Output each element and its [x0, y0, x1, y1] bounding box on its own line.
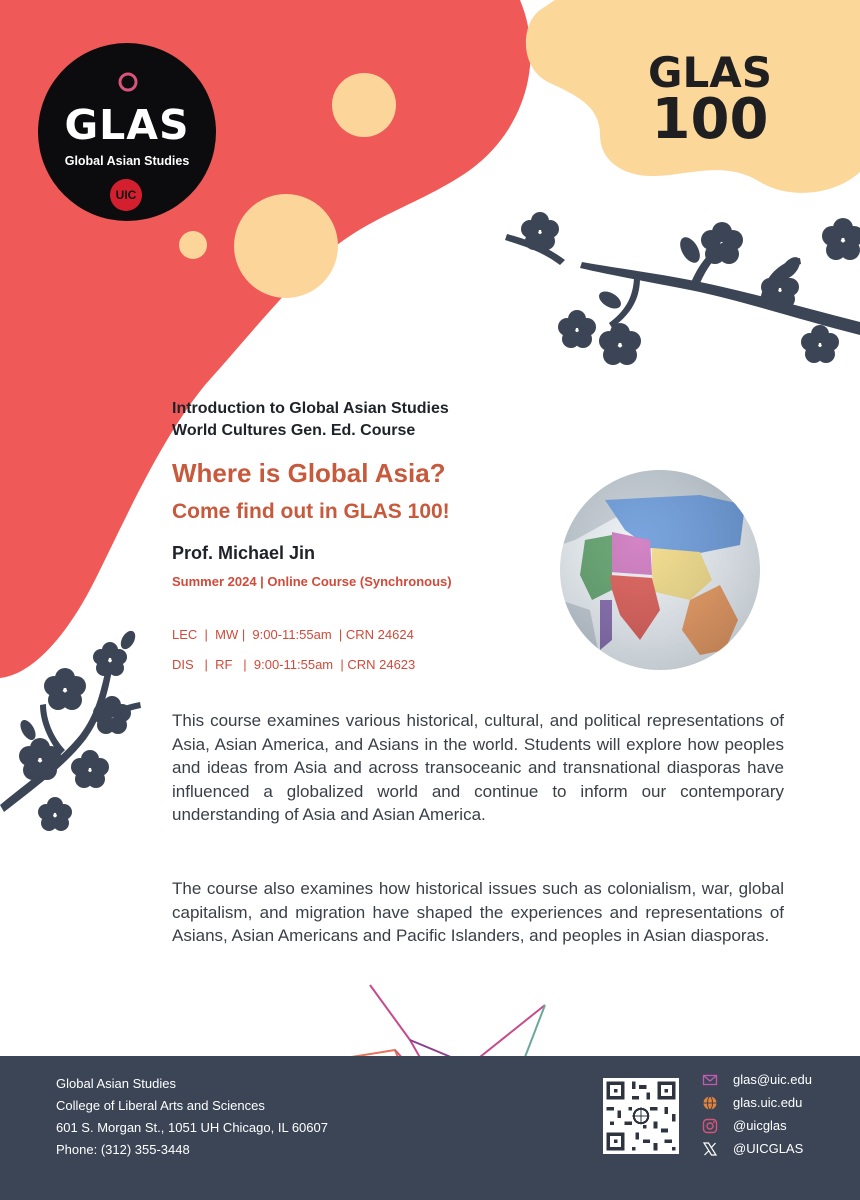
instructor-name: Prof. Michael Jin: [172, 543, 316, 563]
instagram-link[interactable]: @uicglas: [733, 1118, 787, 1133]
x-link[interactable]: @UICGLAS: [733, 1141, 804, 1156]
schedule-lecture: LEC | MW | 9:00-11:55am | CRN 24624: [172, 627, 414, 642]
glas-logo: [38, 43, 216, 221]
headline-question: Where is Global Asia?: [172, 458, 446, 488]
website-link[interactable]: glas.uic.edu: [733, 1095, 803, 1110]
instagram-icon: [702, 1118, 718, 1134]
course-title: Introduction to Global Asian Studies: [172, 400, 449, 417]
schedule-discussion: DIS | RF | 9:00-11:55am | CRN 24623: [172, 657, 416, 672]
footer-address: 601 S. Morgan St., 1051 UH Chicago, IL 60607: [56, 1120, 328, 1135]
peach-circle-large: [234, 194, 338, 298]
qr-code[interactable]: [603, 1078, 679, 1154]
footer-dept: Global Asian Studies: [56, 1076, 176, 1091]
globe-icon: [702, 1095, 718, 1111]
description-paragraph-1: This course examines various historical, cultural, and political representations of Asia, Asian America, and Asians in the world. Students will explore how peoples and ideas from Asia and across transoceanic and transnational diasporas have influenced a globalized world and continue to inform our contemporary understanding of Asia and Asian America.: [172, 711, 784, 824]
globe-illustration: [560, 470, 760, 685]
term-info: Summer 2024 | Online Course (Synchronous): [172, 574, 452, 589]
course-category: World Cultures Gen. Ed. Course: [172, 422, 416, 439]
logo-subtitle: Global Asian Studies: [64, 154, 190, 168]
uic-seal: UIC: [110, 179, 142, 211]
footer-college: College of Liberal Arts and Sciences: [56, 1098, 265, 1113]
logo-ring-icon: [117, 71, 139, 93]
course-code-number: 100: [651, 87, 769, 152]
x-icon: [702, 1141, 718, 1157]
peach-circle-medium: [332, 73, 396, 137]
headline-tagline: Come find out in GLAS 100!: [172, 500, 450, 523]
description-paragraph-2: The course also examines how historical issues such as colonialism, war, global capitalism, and migration have shaped the experiences and representations of Asians, Asian Americans and Pacific Islanders, and peoples in Asian diasporas.: [172, 879, 784, 945]
envelope-icon: [702, 1072, 718, 1088]
blossom-branch-top: [505, 212, 860, 365]
peach-circle-small: [179, 231, 207, 259]
logo-brand: GLAS: [64, 101, 190, 149]
footer-phone: Phone: (312) 355-3448: [56, 1142, 190, 1157]
email-link[interactable]: glas@uic.edu: [733, 1072, 812, 1087]
course-code-prefix: GLAS: [648, 48, 772, 97]
